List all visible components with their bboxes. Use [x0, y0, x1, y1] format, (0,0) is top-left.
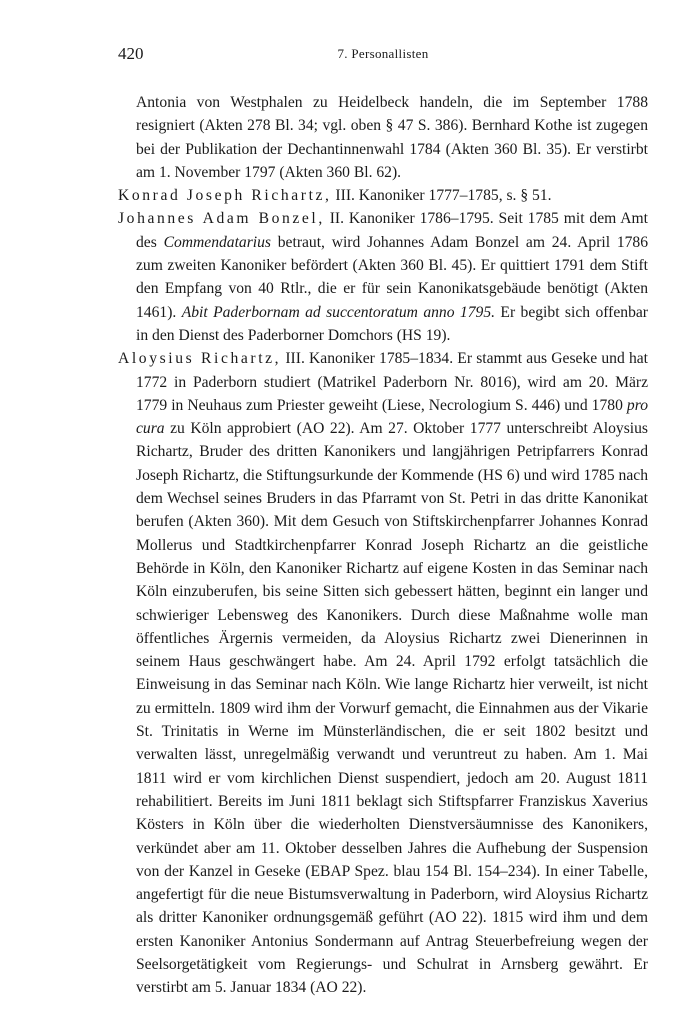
entry-text: Antonia von Westphalen zu Heidelbeck handeln, die im September 1788 resigniert (Akten 278 Bl. 34; vgl. oben § 47 S. 386). Bernhard Kothe ist zugegen bei der Publikation der Dechantinnenwahl 1784 (Akten 360 Bl. 35). Er verstirbt am 1. November 1797 (Akten 360 Bl. 62).	[136, 94, 648, 181]
entry-name: Johannes Adam Bonzel,	[118, 210, 325, 228]
entry-italic-text: Abit Paderbornam ad succentoratum anno 1795.	[181, 303, 496, 321]
body-text	[118, 91, 648, 1000]
entry-text: zu Köln approbiert (AO 22). Am 27. Oktober 1777 unterschreibt Aloysius Richartz, Bruder des dritten Kanonikers und langjährigen Petripfarrers Konrad Joseph Richartz, die Stiftungsurkunde der Kommende (HS 6) und wird 1785 nach dem Wechsel seines Bruders in das Pfarramt von St. Petri in das dritte Kanonikat berufen (Akten 360). Mit dem Gesuch von Stiftskirchenpfarrer Johannes Konrad Mollerus und Stadtkirchenpfarrer Konrad Joseph Richartz an die geistliche Behörde in Köln, den Kanoniker Richartz auf eigene Kosten in das Seminar nach Köln einzuberufen, bis seine Sitten sich gebessert hätten, beginnt ein langer und schwieriger Lebensweg des Kanonikers. Durch diese Maßnahme wolle man öffentliches Ärgernis vermeiden, da Aloysius Richartz zwei Dienerinnen in seinem Haus geschwängert habe. Am 24. April 1792 erfolgt tatsächlich die Einweisung in das Seminar nach Köln. Wie lange Richartz hier verweilt, ist nicht zu ermitteln. 1809 wird ihm der Vorwurf gemacht, die Einnahmen aus der Vikarie St. Trinitatis in Werne im Münsterländischen, die er seit 1802 besitzt und verwalten lässt, unregelmäßig verwandt und veruntreut zu haben. Am 1. Mai 1811 wird er vom kirchlichen Dienst suspendiert, jedoch am 20. August 1811 rehabilitiert. Bereits im Juni 1811 beklagt sich Stiftspfarrer Franziskus Xaverius Kösters in Köln über die wiederholten Dienstversäumnisse des Kanonikers, verkündet aber am 11. Oktober desselben Jahres die Aufhebung der Suspension von der Kanzel in Geseke (EBAP Spez. blau 154 Bl. 154–234). In einer Tabelle, angefertigt für die neue Bistumsverwaltung in Paderborn, wird Aloysius Richartz als dritter Kanoniker ordnungsgemäß geführt (AO 22). 1815 wird ihm und dem ersten Kanoniker Antonius Sondermann auf Antrag Steuerbefreiung wegen der Seelsorgetätigkeit vom Regierungs- und Schulrat in Arnsberg gewährt. Er verstirbt am 5. Januar 1834 (AO 22).	[136, 420, 648, 997]
page-header	[118, 44, 648, 66]
entry-name: Aloysius Richartz,	[118, 350, 282, 368]
running-head: 7. Personallisten	[337, 46, 429, 61]
page-number: 420	[118, 44, 144, 63]
entry-text: III. Kanoniker 1777–1785, s. § 51.	[331, 187, 552, 205]
entry-text: betraut, wird Johannes Adam Bonzel am 24. April 1786 zum zweiten Kanoniker befördert (Akten 360 Bl. 45). Er quittiert 1791 dem Stift den Empfang von 40 Rtlr., die er für sein Kanonikatsgebäude benötigt (Akten 1461).	[136, 233, 649, 321]
entry-text: II. Kanoniker 1786–1795. Seit 1785 mit dem Amt des	[136, 210, 648, 251]
entry-johannes-adam-bonzel	[118, 207, 648, 347]
entry-name: Konrad Joseph Richartz,	[118, 187, 332, 205]
entry-konrad-joseph-richartz	[118, 184, 648, 207]
entry-text: III. Kanoniker 1785–1834. Er stammt aus Geseke und hat 1772 in Paderborn studiert (Matrikel Paderborn Nr. 8016), wird am 20. März 1779 in Neuhaus zum Priester geweiht (Liese, Necrologium S. 446) und 1780	[136, 350, 649, 414]
entry-text: Er begibt sich offenbar in den Dienst des Paderborner Domchors (HS 19).	[136, 303, 648, 344]
entry-aloysius-richartz	[118, 347, 648, 999]
entry-italic-text: pro cura	[136, 396, 648, 438]
entry-italic-text: Commendatarius	[163, 233, 271, 251]
entry-continuation	[118, 91, 648, 184]
